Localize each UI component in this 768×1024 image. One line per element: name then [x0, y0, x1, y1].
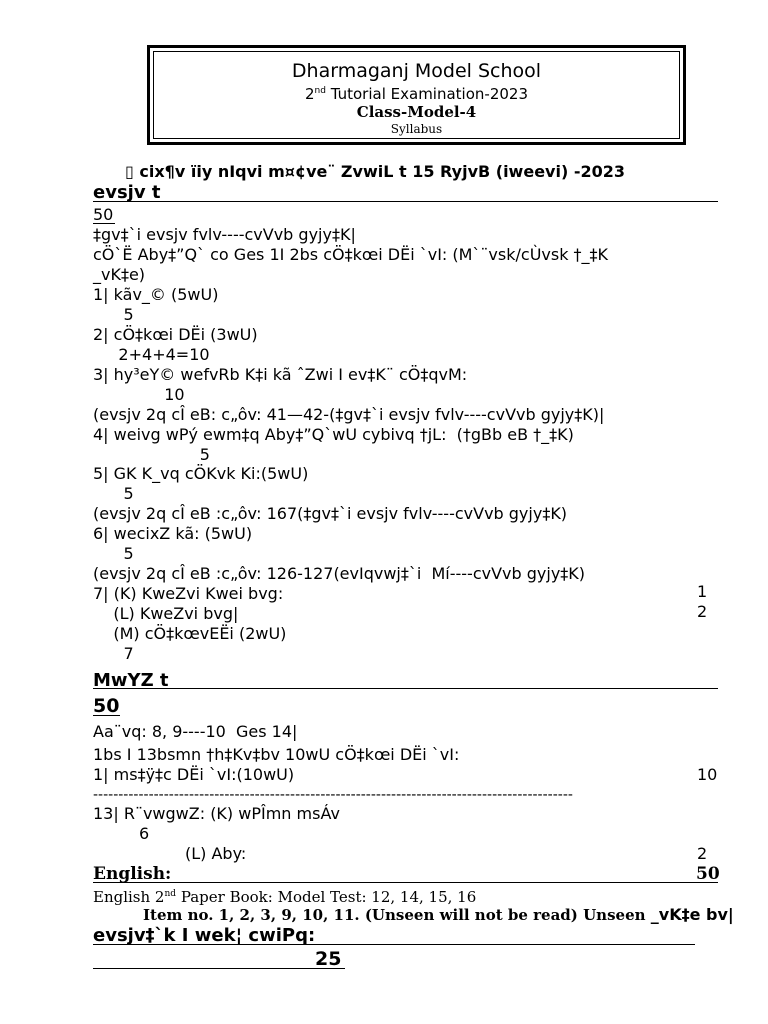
school-name: Dharmaganj Model School [291, 60, 542, 82]
last-marks-underline [93, 968, 345, 969]
bangla-marks-underline [93, 223, 115, 224]
english-section-title: English: [93, 864, 172, 884]
last-marks: 25 [315, 948, 342, 970]
exam-date-subtitle: ▯ cix¶v ïiy nIqvi m¤¢ve¨ ZvwiL t 15 RyjvB (iweevi) -2023 [125, 162, 626, 181]
bangla-line: 4| weivg wPý ewm‡q Aby‡”Q`wU cybivq †jL: (†gBb eB †_‡K) [93, 425, 574, 444]
english-items-tail: _vK‡e bv| [650, 905, 734, 924]
math-dash-separator: ----------------------------------------------------------------------------------------------- [93, 787, 573, 803]
math-line: 1bs I 13bsmn †h‡Kv‡bv 10wU cÖ‡kœi DËi `vI: [93, 745, 460, 764]
math-section-title: MwYZ t [93, 670, 169, 691]
header-inner-frame [153, 51, 680, 139]
bangla-line: (L) KweZvi bvg| [93, 604, 239, 623]
math-q1-mark: 10 [697, 765, 718, 784]
english-title-rule [93, 882, 718, 883]
syllabus-label: Syllabus [390, 122, 443, 136]
bangla-q7-mark-2: 2 [697, 602, 708, 621]
english-book [93, 885, 476, 907]
bangla-line: 7 [93, 644, 134, 663]
class-name: Class-Model-4 [356, 103, 477, 121]
bangla-line: ‡gv‡`i evsjv fvlv----cvVvb gyjy‡K| [93, 225, 356, 244]
bangla-line: 5 [93, 544, 134, 563]
bangla-line: 6| wecixZ kã: (5wU) [93, 524, 253, 543]
exam-title [154, 82, 679, 103]
bangla-section-title: evsjv t [93, 182, 161, 203]
math-line: (L) Aby: [185, 844, 247, 863]
header-box [147, 45, 686, 145]
english-items [143, 905, 734, 925]
math-line: Aa¨vq: 8, 9----10 Ges 14| [93, 722, 298, 741]
bangla-line: 5 [93, 445, 210, 464]
english-book-pre: English 2 [93, 888, 165, 906]
math-marks: 50 [93, 695, 120, 717]
math-marks-underline [93, 715, 120, 716]
bangla-line: 5 [93, 484, 134, 503]
math-title-rule [93, 688, 718, 689]
bangla-q7-mark-1: 1 [697, 582, 708, 601]
english-book-post: Paper Book: Model Test: 12, 14, 15, 16 [176, 888, 477, 906]
bangla-line: (evsjv 2q cÎ eB: c„ôv: 41—42-(‡gv‡`i evsjv fvlv----cvVvb gyjy‡K)| [93, 405, 605, 424]
bangla-line: cÖ`Ë Aby‡”Q` co Ges 1I 2bs cÖ‡kœi DËi `vI: (M`¨vsk/cÙvsk †_‡K [93, 245, 609, 264]
english-marks: 50 [696, 864, 720, 884]
bangla-line: 3| hy³eY© wefvRb K‡i kã ˆZwi I ev‡K¨ cÖ‡qvM: [93, 365, 468, 384]
bangla-line: 7| (K) KweZvi Kwei bvg: [93, 584, 284, 603]
bangla-line: (M) cÖ‡kœvEËi (2wU) [93, 624, 287, 643]
bangla-line: (evsjv 2q cÎ eB :c„ôv: 126-127(evIqvwj‡`i Mí----cvVvb gyjy‡K) [93, 564, 586, 583]
math-line: 13| R¨vwgwZ: (K) wPÎmn msÁv [93, 804, 340, 823]
bangla-line: _vK‡e) [93, 265, 146, 284]
english-items-text: Item no. 1, 2, 3, 9, 10, 11. (Unseen will not be read) Unseen [143, 906, 646, 924]
bangla-marks: 50 [93, 205, 114, 224]
bangla-title-rule [93, 201, 718, 202]
last-section-title: evsjv‡`k I wek¦ cwiPq: [93, 925, 316, 946]
exam-ordinal: nd [314, 86, 326, 96]
bangla-line: 2| cÖ‡kœi DËi (3wU) [93, 325, 258, 344]
math-q13-mark: 6 [139, 824, 150, 843]
english-book-ordinal: nd [164, 889, 177, 899]
math-q13l-mark: 2 [697, 844, 708, 863]
bangla-line: 2+4+4=10 [93, 345, 210, 364]
bangla-line: 5| GK K_vq cÖKvk Ki:(5wU) [93, 464, 309, 483]
bangla-line: (evsjv 2q cÎ eB :c„ôv: 167(‡gv‡`i evsjv fvlv----cvVvb gyjy‡K) [93, 504, 568, 523]
bangla-line: 1| kãv_© (5wU) [93, 285, 219, 304]
exam-number: 2 [305, 85, 315, 103]
last-title-rule [93, 944, 695, 945]
math-line: 1| ms‡ÿ‡c DËi `vI:(10wU) [93, 765, 295, 784]
exam-name: Tutorial Examination-2023 [325, 85, 528, 103]
bangla-line: 10 [93, 385, 185, 404]
bangla-line: 5 [93, 305, 134, 324]
